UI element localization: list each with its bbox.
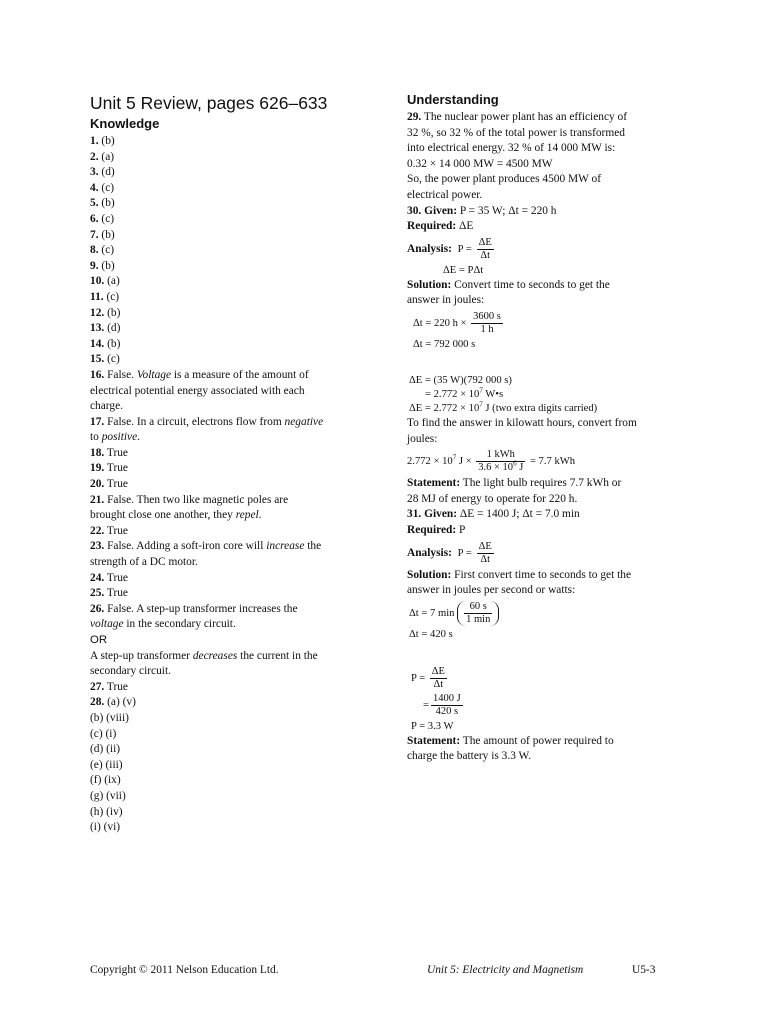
fraction: $\frac{\Delta E}{\Delta t}$ (431, 665, 445, 690)
answer-item: 10. (a) (90, 275, 120, 288)
answer-29-line3: into electrical energy. 32 % of 14 000 MW is: (407, 142, 616, 155)
answer-30-solution-line2: answer in joules: (407, 294, 485, 307)
fraction: $\frac{60 s}{1 \min}$ (466, 600, 491, 625)
answer-31-solution: Solution: First convert time to seconds to get the (407, 568, 631, 581)
parentheses (457, 601, 499, 626)
answer-20: 20. True (90, 478, 128, 491)
answer-28: 28. (a) (v) (90, 696, 136, 709)
answer-30-statement-line2: 28 MJ of energy to operate for 220 h. (407, 492, 578, 505)
matching-item: (g) (vii) (90, 789, 126, 802)
answer-30-energy-line3: $\Delta E = 2.772 \times 10^7$ J (two extra digits carried) (409, 400, 598, 414)
answer-31-given: 31. Given: ΔE = 1400 J; Δt = 7.0 min (407, 508, 580, 521)
answer-23-line2: strength of a DC motor. (90, 556, 198, 569)
copyright-notice: Copyright © 2011 Nelson Education Ltd. (90, 964, 279, 976)
answer-30-energy-line1: ΔE = (35 W)(792 000 s) (409, 374, 512, 386)
answer-29-line4: 0.32 × 14 000 MW = 4500 MW (407, 157, 553, 170)
answer-item: 2. (a) (90, 150, 115, 163)
answer-item: 6. (c) (90, 212, 115, 225)
knowledge-heading: Knowledge (90, 116, 160, 131)
answer-26-or: OR (90, 634, 108, 646)
answer-29: 29. The nuclear power plant has an efficiency of (407, 111, 628, 123)
answer-30-time-result: Δt = 792 000 s (413, 338, 476, 350)
fraction: $\frac{\text{1 kWh}}{3.6 \times 10^6 J}$ (478, 449, 524, 474)
answer-31-time-conversion: Δt = 7 min $\frac{60 s}{1 \min}$ (407, 601, 699, 626)
answer-30-given: 30. Given: P = 35 W; Δt = 220 h (407, 204, 557, 217)
answer-16-line3: charge. (90, 400, 123, 413)
answer-30-kwh-text: To find the answer in kilowatt hours, convert from (407, 416, 637, 429)
answer-26-alt-line2: secondary circuit. (90, 665, 171, 678)
answer-25: 25. True (90, 587, 128, 600)
fraction: $\frac{\Delta E}{\Delta t}$ (478, 236, 492, 261)
answer-27: 27. True (90, 680, 128, 693)
answer-item: 14. (b) (90, 337, 121, 350)
answer-30-solution: Solution: Convert time to seconds to get the (407, 278, 610, 291)
answer-30-energy-line2: = $2.772 \times 10^7$ W•s (425, 386, 504, 400)
answer-21-line2: brought close one another, they repel. (90, 509, 262, 522)
page-title: Unit 5 Review, pages 626–633 (90, 93, 328, 113)
answer-26: 26. False. A step-up transformer increases the (90, 602, 298, 615)
answer-30-kwh-conversion: $2.772 \times 10^7$ J × $\frac{\text{1 kWh}}{3.6 \times 10^6 J}$ = 7.7 kWh (407, 449, 576, 474)
answer-31-solution-line2: answer in joules per second or watts: (407, 584, 576, 597)
page-number: U5-3 (632, 964, 656, 976)
answer-16: 16. False. Voltage is a measure of the amount of (90, 368, 309, 381)
answer-30-time-conversion: Δt = 220 h × $\frac{3600 s}{1 h}$ (413, 310, 501, 335)
answer-30-analysis: Analysis: P = $\frac{\Delta E}{\Delta t}$ (407, 236, 492, 261)
answer-30-kwh-text2: joules: (407, 432, 438, 445)
answer-item: 8. (c) (90, 244, 115, 257)
fraction: $\frac{\Delta E}{\Delta t}$ (478, 540, 492, 565)
answer-31-statement-line2: charge the battery is 3.3 W. (407, 750, 532, 763)
matching-item: (b) (viii) (90, 711, 129, 724)
answer-31-power-substitution: = $\frac{1400 J}{420 s}$ (423, 692, 461, 717)
answer-31-power-result: P = 3.3 W (411, 720, 454, 732)
answer-31-analysis: Analysis: P = $\frac{\Delta E}{\Delta t}$ (407, 540, 492, 565)
answer-17-line2: to positive. (90, 431, 141, 444)
answer-item: 15. (c) (90, 353, 120, 366)
fraction: $\frac{1400 J}{420 s}$ (432, 692, 461, 717)
answer-19: 19. True (90, 462, 128, 475)
answer-item: 12. (b) (90, 306, 121, 319)
answer-24: 24. True (90, 571, 128, 584)
answer-item: 9. (b) (90, 259, 115, 272)
matching-item: (h) (iv) (90, 805, 123, 818)
matching-item: (c) (i) (90, 727, 117, 740)
answer-list-1-15 (90, 134, 380, 368)
answer-item: 13. (d) (90, 322, 121, 335)
answer-item: 5. (b) (90, 197, 115, 210)
right-column (407, 92, 699, 765)
answer-30-analysis-rearranged: ΔE = PΔt (443, 264, 484, 276)
answer-21: 21. False. Then two like magnetic poles are (90, 493, 289, 506)
matching-item: (e) (iii) (90, 758, 123, 771)
fraction: $\frac{3600 s}{1 h}$ (473, 310, 501, 335)
matching-item: (f) (ix) (90, 774, 121, 787)
answer-item: 3. (d) (90, 166, 115, 179)
answer-18: 18. True (90, 446, 128, 459)
answer-31-statement: Statement: The amount of power required to (407, 734, 614, 747)
matching-item: (d) (ii) (90, 743, 121, 756)
answer-31-power-formula: P = $\frac{\Delta E}{\Delta t}$ (411, 665, 445, 690)
answer-item: 4. (c) (90, 181, 115, 194)
answer-item: 1. (b) (90, 135, 115, 147)
understanding-heading: Understanding (407, 92, 499, 107)
answer-31-time-result: Δt = 420 s (409, 628, 453, 640)
answer-29-line2: 32 %, so 32 % of the total power is transformed (407, 126, 625, 139)
answer-26-line2: voltage in the secondary circuit. (90, 618, 236, 631)
answer-item: 11. (c) (90, 290, 120, 303)
answer-16-line2: electrical potential energy associated with each (90, 384, 305, 397)
answer-26-alt: A step-up transformer decreases the current in the (90, 649, 318, 662)
matching-item: (i) (vi) (90, 821, 121, 834)
answer-29-line6: electrical power. (407, 188, 483, 201)
left-column (90, 92, 380, 836)
answer-23: 23. False. Adding a soft-iron core will increase the (90, 540, 322, 553)
answer-29-line5: So, the power plant produces 4500 MW of (407, 173, 602, 186)
answer-30-statement: Statement: The light bulb requires 7.7 kWh or (407, 477, 622, 490)
answer-item: 7. (b) (90, 228, 115, 241)
answer-31-required: Required: P (407, 523, 466, 536)
answer-17: 17. False. In a circuit, electrons flow from negative (90, 415, 324, 428)
answer-22: 22. True (90, 524, 128, 537)
answer-30-required: Required: ΔE (407, 220, 474, 233)
answer-28-matching-list (90, 711, 380, 836)
unit-title: Unit 5: Electricity and Magnetism (427, 964, 584, 976)
